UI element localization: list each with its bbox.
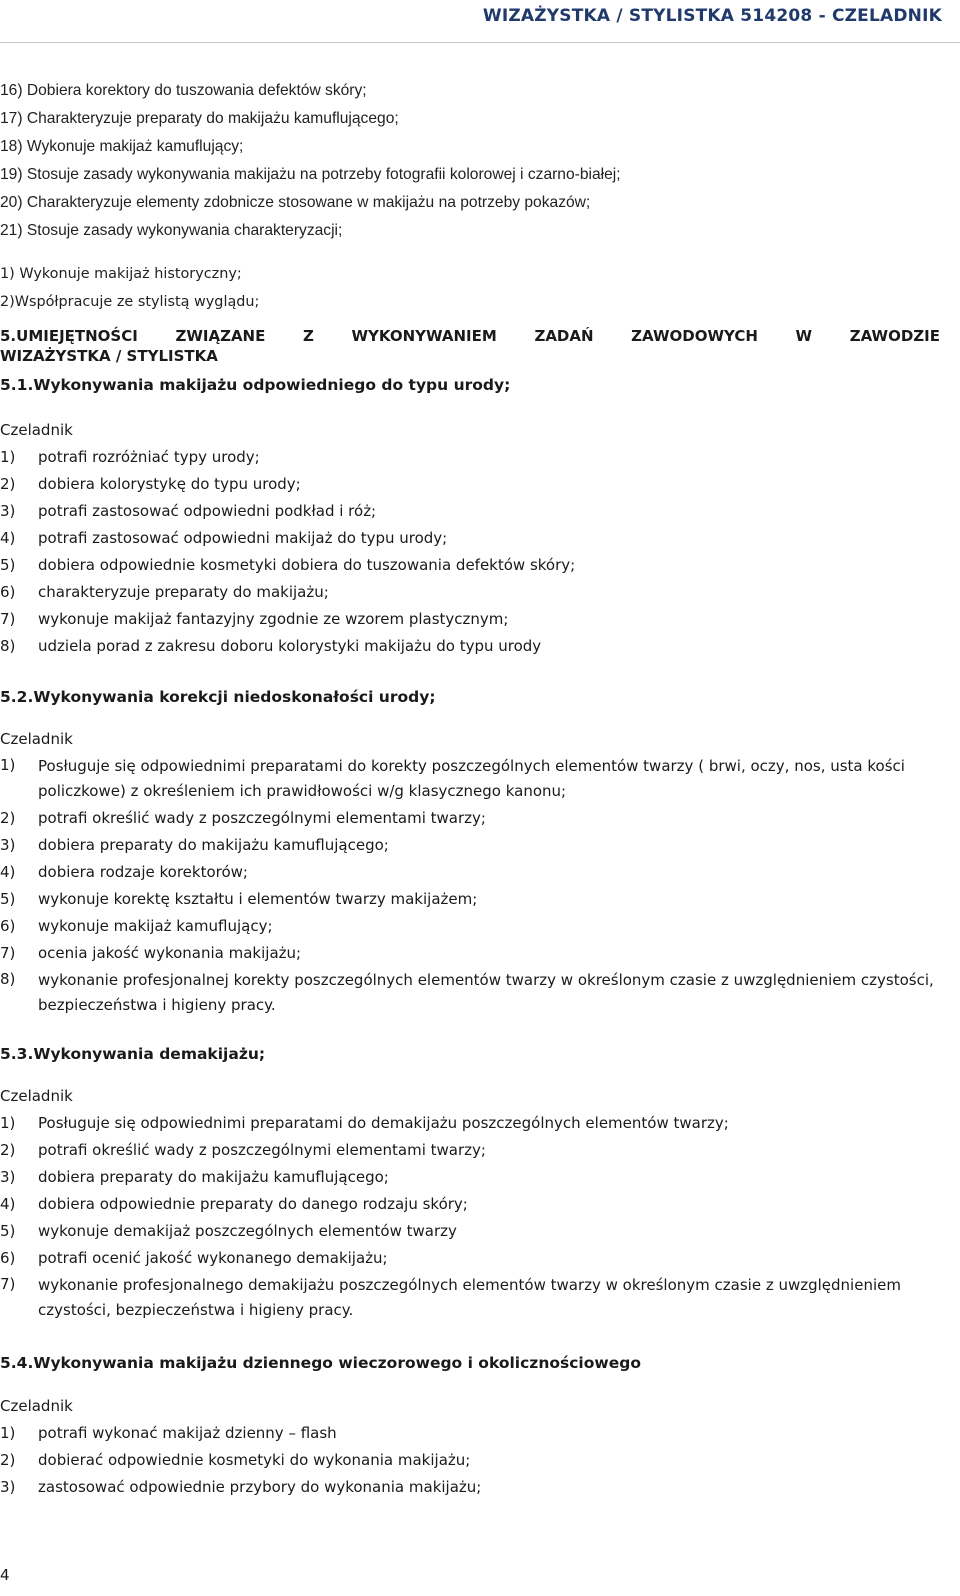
role-label: Czeladnik (0, 730, 73, 748)
list-item: 3) dobiera preparaty do makijażu kamuflującego; (0, 836, 389, 854)
role-label: Czeladnik (0, 1397, 73, 1415)
list-item: 2) dobiera kolorystykę do typu urody; (0, 475, 301, 493)
list-item: 7) wykonuje makijaż fantazyjny zgodnie ze wzorem plastycznym; (0, 610, 509, 628)
intro-item: 17) Charakteryzuje preparaty do makijażu kamuflującego; (0, 110, 399, 127)
list-item: 4) potrafi zastosować odpowiedni makijaż do typu urody; (0, 529, 448, 547)
list-item: 1) Posługuje się odpowiednimi preparatami do korekty poszczególnych elementów twarzy ( brwi, oczy, nos, usta kości policzkowe) z określeniem ich prawidłowości w/g klasycznego kanonu; (0, 756, 905, 800)
list-item: 1) potrafi wykonać makijaż dzienny – flash (0, 1424, 337, 1442)
list-item: 5) wykonuje demakijaż poszczególnych elementów twarzy (0, 1222, 457, 1240)
running-header: WIZAŻYSTKA / STYLISTKA 514208 - CZELADNIK (482, 6, 942, 26)
subsection-5-3 (0, 1042, 940, 1324)
subsection-title: 5.2.Wykonywania korekcji niedoskonałości urody; (0, 688, 436, 706)
list-item: 6) charakteryzuje preparaty do makijażu; (0, 583, 329, 601)
list-item: 6) potrafi ocenić jakość wykonanego demakijażu; (0, 1249, 388, 1267)
list-item: 3) zastosować odpowiednie przybory do wykonania makijażu; (0, 1478, 482, 1496)
intro-item: 19) Stosuje zasady wykonywania makijażu na potrzeby fotografii kolorowej i czarno-białej; (0, 166, 621, 183)
list-item: 6) wykonuje makijaż kamuflujący; (0, 917, 273, 935)
extra-item: 1) Wykonuje makijaż historyczny; (0, 266, 242, 282)
list-item: 1) potrafi rozróżniać typy urody; (0, 448, 260, 466)
intro-item: 20) Charakteryzuje elementy zdobnicze stosowane w makijażu na potrzeby pokazów; (0, 194, 591, 211)
list-item: 5) dobiera odpowiednie kosmetyki dobiera do tuszowania defektów skóry; (0, 556, 576, 574)
intro-item: 21) Stosuje zasady wykonywania charakteryzacji; (0, 222, 343, 239)
list-item: 8) wykonanie profesjonalnej korekty poszczególnych elementów twarzy w określonym czasie z uwzględnieniem czystości, bezpieczeństwa i higieny pracy. (0, 970, 934, 1014)
section-title-line1: 5.UMIEJĘTNOŚCI ZWIĄZANE Z WYKONYWANIEM ZADAŃ ZAWODOWYCH W ZAWODZIE (0, 327, 940, 345)
spacer (0, 245, 940, 260)
page-number: 4 (0, 1566, 10, 1584)
list-item: 2) potrafi określić wady z poszczególnymi elementami twarzy; (0, 809, 486, 827)
intro-list (0, 77, 940, 316)
subsection-5-4 (0, 1351, 940, 1501)
list-item: 4) dobiera rodzaje korektorów; (0, 863, 248, 881)
list-item: 2) potrafi określić wady z poszczególnymi elementami twarzy; (0, 1141, 486, 1159)
list-item: 4) dobiera odpowiednie preparaty do danego rodzaju skóry; (0, 1195, 468, 1213)
list-item: 7) ocenia jakość wykonania makijażu; (0, 944, 302, 962)
role-label: Czeladnik (0, 1087, 73, 1105)
item-list (0, 1110, 940, 1324)
list-item: 3) potrafi zastosować odpowiedni podkład i róż; (0, 502, 377, 520)
list-item: 1) Posługuje się odpowiednimi preparatami do demakijażu poszczególnych elementów twarzy; (0, 1114, 729, 1132)
list-item: 3) dobiera preparaty do makijażu kamuflującego; (0, 1168, 389, 1186)
extra-item: 2)Współpracuje ze stylistą wyglądu; (0, 294, 260, 310)
subsection-title: 5.4.Wykonywania makijażu dziennego wieczorowego i okolicznościowego (0, 1354, 641, 1372)
subsection-title: 5.3.Wykonywania demakijażu; (0, 1045, 266, 1063)
subsection-5-2 (0, 685, 940, 1019)
subsection-5-1 (0, 373, 940, 660)
intro-item: 18) Wykonuje makijaż kamuflujący; (0, 138, 244, 155)
item-list (0, 753, 940, 1019)
section-title-line2: WIZAŻYSTKA / STYLISTKA (0, 347, 218, 365)
intro-item: 16) Dobiera korektory do tuszowania defektów skóry; (0, 82, 367, 99)
subsection-title: 5.1.Wykonywania makijażu odpowiedniego do typu urody; (0, 376, 511, 394)
section-heading (0, 326, 940, 366)
list-item: 5) wykonuje korektę kształtu i elementów twarzy makijażem; (0, 890, 478, 908)
item-list (0, 444, 940, 660)
list-item: 2) dobierać odpowiednie kosmetyki do wykonania makijażu; (0, 1451, 471, 1469)
header-divider (0, 42, 960, 43)
role-label: Czeladnik (0, 421, 73, 439)
list-item: 7) wykonanie profesjonalnego demakijażu poszczególnych elementów twarzy w określonym czasie z uwzględnieniem czystości, bezpieczeństwa i higieny pracy. (0, 1275, 901, 1319)
item-list (0, 1420, 940, 1501)
list-item: 8) udziela porad z zakresu doboru kolorystyki makijażu do typu urody (0, 637, 542, 655)
